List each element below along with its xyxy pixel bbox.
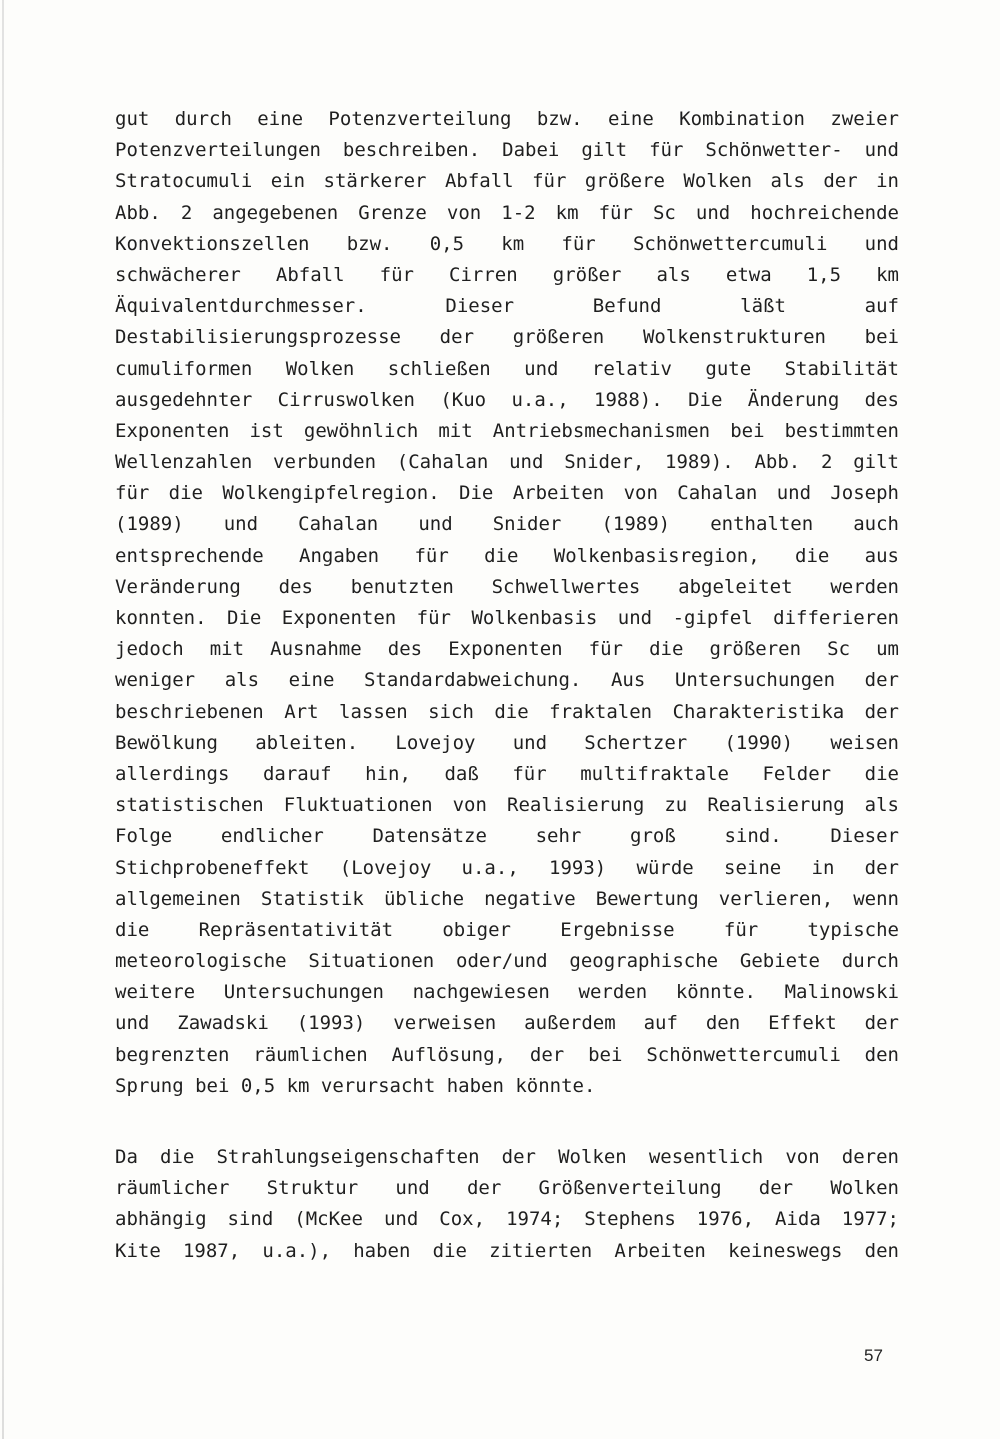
text-line: cumuliformen Wolken schließen und relativ gute Stabilität <box>115 357 899 380</box>
text-line: beschriebenen Art lassen sich die fraktalen Charakteristika der <box>115 700 899 723</box>
scan-edge <box>2 0 4 1439</box>
text-line: räumlicher Struktur und der Größenverteilung der Wolken <box>115 1177 899 1200</box>
text-line: schwächerer Abfall für Cirren größer als etwa 1,5 km <box>115 263 899 286</box>
text-line: Stichprobeneffekt (Lovejoy u.a., 1993) würde seine in der <box>115 856 899 879</box>
text-line: meteorologische Situationen oder/und geographische Gebiete durch <box>115 950 899 973</box>
text-line: Bewölkung ableiten. Lovejoy und Schertzer (1990) weisen <box>115 731 899 754</box>
text-line: Exponenten ist gewöhnlich mit Antriebsmechanismen bei bestimmten <box>115 419 899 442</box>
text-line: Kite 1987, u.a.), haben die zitierten Arbeiten keineswegs den <box>115 1239 899 1262</box>
text-line: Abb. 2 angegebenen Grenze von 1-2 km für Sc und hochreichende <box>115 201 899 224</box>
text-line: begrenzten räumlichen Auflösung, der bei Schönwettercumuli den <box>115 1043 899 1066</box>
text-line: ausgedehnter Cirruswolken (Kuo u.a., 1988). Die Änderung des <box>115 388 899 411</box>
text-line: Folge endlicher Datensätze sehr groß sind. Dieser <box>115 825 899 848</box>
text-line: abhängig sind (McKee und Cox, 1974; Stephens 1976, Aida 1977; <box>115 1208 899 1231</box>
text-line: und Zawadski (1993) verweisen außerdem auf den Effekt der <box>115 1012 899 1035</box>
paragraph-2 <box>115 1142 899 1267</box>
text-line: konnten. Die Exponenten für Wolkenbasis und -gipfel differieren <box>115 607 899 629</box>
text-line: die Repräsentativität obiger Ergebnisse für typische <box>115 918 899 941</box>
text-line: Veränderung des benutzten Schwellwertes abgeleitet werden <box>115 575 899 598</box>
text-line: Äquivalentdurchmesser. Dieser Befund läßt auf <box>115 295 899 318</box>
text-line: Konvektionszellen bzw. 0,5 km für Schönwettercumuli und <box>115 232 899 255</box>
text-line: weitere Untersuchungen nachgewiesen werden könnte. Malinowski <box>115 981 899 1004</box>
text-line: Da die Strahlungseigenschaften der Wolken wesentlich von deren <box>115 1146 899 1168</box>
text-line: entsprechende Angaben für die Wolkenbasisregion, die aus <box>115 544 899 567</box>
text-line: (1989) und Cahalan und Snider (1989) enthalten auch <box>115 513 899 536</box>
text-line: für die Wolkengipfelregion. Die Arbeiten von Cahalan und Joseph <box>115 482 899 505</box>
text-line: Sprung bei 0,5 km verursacht haben könnte. <box>115 1074 596 1097</box>
text-line: gut durch eine Potenzverteilung bzw. eine Kombination zweier <box>115 108 899 130</box>
text-line: jedoch mit Ausnahme des Exponenten für die größeren Sc um <box>115 638 899 661</box>
text-line: Wellenzahlen verbunden (Cahalan und Snider, 1989). Abb. 2 gilt <box>115 451 899 474</box>
text-line: weniger als eine Standardabweichung. Aus Untersuchungen der <box>115 669 899 692</box>
text-line: allerdings darauf hin, daß für multifraktale Felder die <box>115 762 899 785</box>
paragraph-1 <box>115 104 899 1102</box>
text-line: Potenzverteilungen beschreiben. Dabei gilt für Schönwetter- und <box>115 139 899 162</box>
text-line: allgemeinen Statistik übliche negative Bewertung verlieren, wenn <box>115 887 899 910</box>
text-line: Stratocumuli ein stärkerer Abfall für größere Wolken als der in <box>115 170 899 193</box>
page-number: 57 <box>864 1346 883 1365</box>
text-line: statistischen Fluktuationen von Realisierung zu Realisierung als <box>115 794 899 817</box>
text-line: Destabilisierungsprozesse der größeren Wolkenstrukturen bei <box>115 326 899 349</box>
